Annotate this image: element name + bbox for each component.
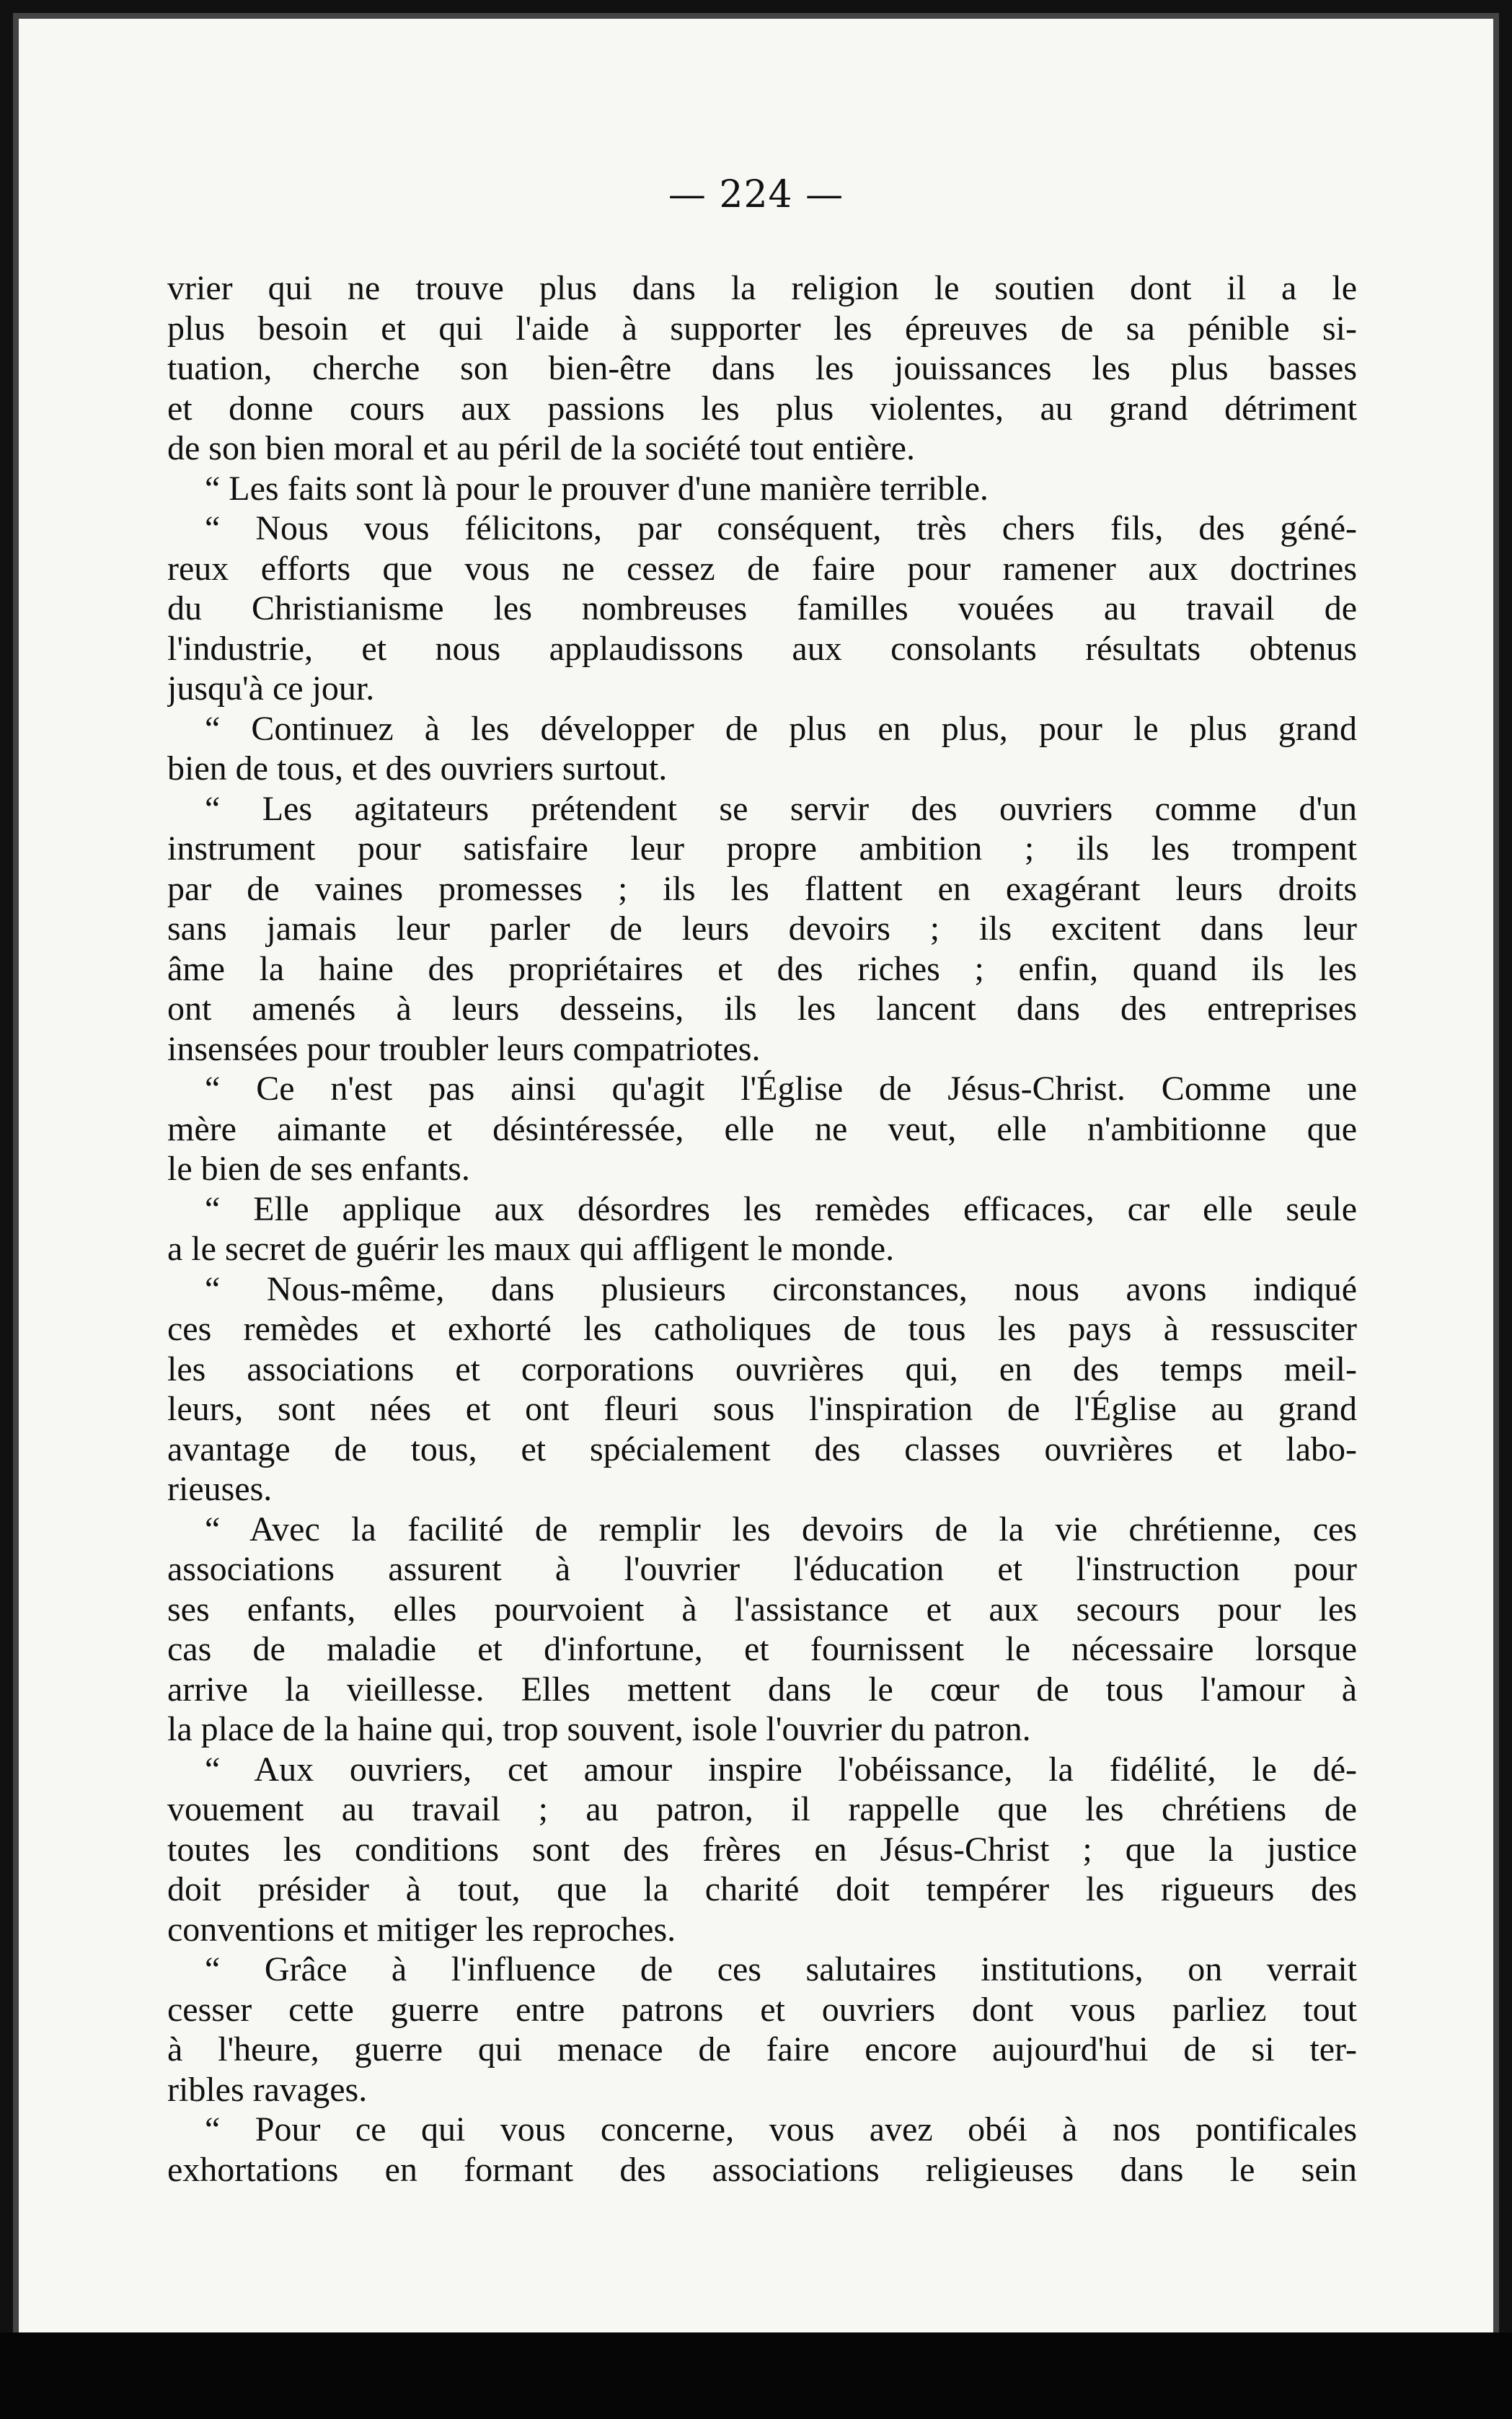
- text-line: “ Continuez à les développer de plus en plus, pour le plus grand: [205, 709, 1357, 748]
- text-line: instrument pour satisfaire leur propre ambition ; ils les trompent: [167, 829, 1357, 868]
- text-line: “ Nous vous félicitons, par conséquent, très chers fils, des géné-: [205, 509, 1357, 547]
- text-line: exhortations en formant des associations religieuses dans le sein: [167, 2150, 1357, 2189]
- text-line: cesser cette guerre entre patrons et ouvriers dont vous parliez tout: [167, 1990, 1357, 2029]
- text-line: “ Nous-même, dans plusieurs circonstances, nous avons indiqué: [205, 1269, 1357, 1308]
- text-line: arrive la vieillesse. Elles mettent dans le cœur de tous l'amour à: [167, 1670, 1357, 1709]
- text-line: tuation, cherche son bien-être dans les jouissances les plus basses: [167, 349, 1357, 387]
- text-line: “ Pour ce qui vous concerne, vous avez obéi à nos pontificales: [205, 2110, 1357, 2149]
- text-line: “ Avec la facilité de remplir les devoirs de la vie chrétienne, ces: [205, 1510, 1357, 1548]
- text-line: ont amenés à leurs desseins, ils les lancent dans des entreprises: [167, 990, 1357, 1028]
- text-line: insensées pour troubler leurs compatriotes.: [167, 1029, 761, 1068]
- text-line: bien de tous, et des ouvriers surtout.: [167, 749, 668, 788]
- text-line: et donne cours aux passions les plus violentes, au grand détriment: [167, 389, 1357, 428]
- text-line: doit présider à tout, que la charité doit tempérer les rigueurs des: [167, 1870, 1357, 1908]
- text-line: “ Elle applique aux désordres les remèdes efficaces, car elle seule: [205, 1189, 1357, 1228]
- body-text: [167, 268, 1357, 2190]
- text-line: reux efforts que vous ne cessez de faire pour ramener aux doctrines: [167, 549, 1357, 588]
- text-line: l'industrie, et nous applaudissons aux consolants résultats obtenus: [167, 629, 1357, 668]
- text-line: âme la haine des propriétaires et des riches ; enfin, quand ils les: [167, 949, 1357, 988]
- text-line: conventions et mitiger les reproches.: [167, 1910, 676, 1949]
- text-line: mère aimante et désintéressée, elle ne veut, elle n'ambitionne que: [167, 1109, 1357, 1148]
- text-line: jusqu'à ce jour.: [167, 669, 375, 708]
- text-line: “ Ce n'est pas ainsi qu'agit l'Église de Jésus-Christ. Comme une: [205, 1070, 1357, 1108]
- text-line: ses enfants, elles pourvoient à l'assistance et aux secours pour les: [167, 1590, 1357, 1629]
- text-line: associations assurent à l'ouvrier l'éducation et l'instruction pour: [167, 1550, 1357, 1588]
- text-line: leurs, sont nées et ont fleuri sous l'inspiration de l'Église au grand: [167, 1390, 1357, 1428]
- scan-bottom-edge: [0, 2332, 1512, 2419]
- text-line: a le secret de guérir les maux qui affligent le monde.: [167, 1230, 895, 1268]
- text-line: ces remèdes et exhorté les catholiques de tous les pays à ressusciter: [167, 1310, 1357, 1348]
- text-line: de son bien moral et au péril de la société tout entière.: [167, 429, 915, 467]
- text-line: à l'heure, guerre qui menace de faire encore aujourd'hui de si ter-: [167, 2030, 1357, 2068]
- text-line: vouement au travail ; au patron, il rappelle que les chrétiens de: [167, 1790, 1357, 1828]
- text-line: “ Les agitateurs prétendent se servir des ouvriers comme d'un: [205, 789, 1357, 828]
- text-line: le bien de ses enfants.: [167, 1150, 470, 1188]
- text-line: sans jamais leur parler de leurs devoirs ; ils excitent dans leur: [167, 909, 1357, 948]
- page-number: — 224 —: [668, 173, 844, 216]
- text-line: ribles ravages.: [167, 2070, 368, 2109]
- text-line: plus besoin et qui l'aide à supporter les épreuves de sa pénible si-: [167, 309, 1357, 348]
- text-line: avantage de tous, et spécialement des classes ouvrières et labo-: [167, 1429, 1357, 1468]
- text-line: du Christianisme les nombreuses familles vouées au travail de: [167, 589, 1357, 627]
- text-line: la place de la haine qui, trop souvent, isole l'ouvrier du patron.: [167, 1710, 1031, 1748]
- text-line: vrier qui ne trouve plus dans la religion le soutien dont il a le: [167, 269, 1357, 307]
- text-line: rieuses.: [167, 1470, 273, 1508]
- text-line: par de vaines promesses ; ils les flattent en exagérant leurs droits: [167, 869, 1357, 908]
- text-line: “ Les faits sont là pour le prouver d'une manière terrible.: [205, 469, 989, 508]
- text-line: toutes les conditions sont des frères en Jésus-Christ ; que la justice: [167, 1830, 1357, 1869]
- text-line: cas de maladie et d'infortune, et fournissent le nécessaire lorsque: [167, 1630, 1357, 1668]
- text-line: “ Aux ouvriers, cet amour inspire l'obéissance, la fidélité, le dé-: [205, 1750, 1357, 1789]
- text-line: les associations et corporations ouvrières qui, en des temps meil-: [167, 1349, 1357, 1388]
- text-line: “ Grâce à l'influence de ces salutaires institutions, on verrait: [205, 1950, 1357, 1988]
